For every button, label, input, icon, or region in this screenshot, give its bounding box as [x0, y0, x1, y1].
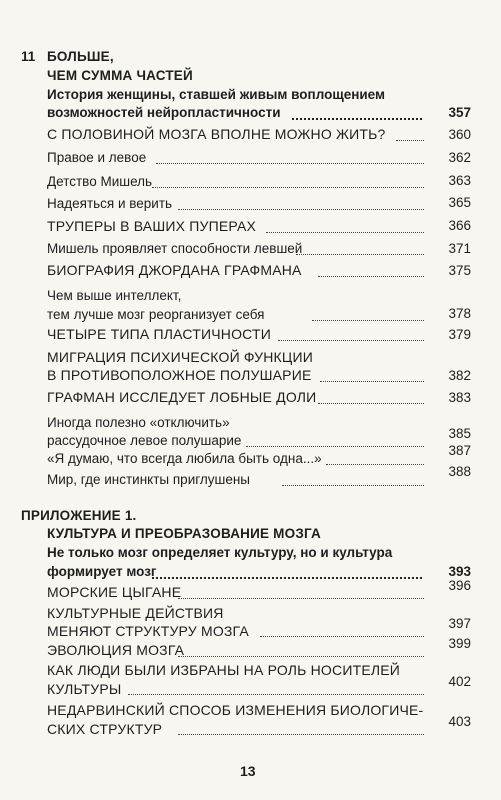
entry-title-line2: тем лучше мозг реорганизует себя	[47, 307, 265, 322]
leader-dots	[128, 693, 424, 695]
entry-title-line2: рассудочное левое полушарие	[47, 433, 242, 448]
appendix-title: КУЛЬТУРА И ПРЕОБРАЗОВАНИЕ МОЗГА	[47, 526, 321, 541]
page-ref: 388	[448, 464, 471, 479]
leader-dots	[178, 597, 424, 599]
entry-title: ГРАФМАН ИССЛЕДУЕТ ЛОБНЫЕ ДОЛИ	[47, 389, 317, 405]
entry-title-line1: Иногда полезно «отключить»	[47, 415, 230, 430]
entry-title: Мишель проявляет способности левшей	[47, 241, 303, 256]
entry-title: Мир, где инстинкты приглушены	[47, 472, 250, 487]
leader-dots	[278, 339, 424, 341]
entry-title-line1: КУЛЬТУРНЫЕ ДЕЙСТВИЯ	[47, 605, 224, 621]
page-ref: 385	[448, 426, 471, 441]
leader-dots	[178, 655, 424, 657]
page-ref: 379	[448, 327, 471, 342]
page-ref: 397	[448, 616, 471, 631]
leader-dots	[152, 186, 424, 188]
entry-title-line2: В ПРОТИВОПОЛОЖНОЕ ПОЛУШАРИЕ	[47, 367, 312, 383]
page-ref: 371	[448, 241, 471, 256]
appendix-label: ПРИЛОЖЕНИЕ 1.	[21, 508, 137, 523]
entry-title-line1: КАК ЛЮДИ БЫЛИ ИЗБРАНЫ НА РОЛЬ НОСИТЕЛЕЙ	[47, 662, 401, 678]
page-ref: 362	[448, 150, 471, 165]
page-ref: 396	[448, 578, 471, 593]
page-ref: 383	[448, 390, 471, 405]
chapter-subtitle-line2: возможностей нейропластичности	[47, 105, 281, 120]
entry-title: Правое и левое	[47, 150, 147, 165]
leader-dots	[312, 319, 424, 321]
appendix-subtitle-line1: Не только мозг определяет культуру, но и культура	[47, 545, 393, 560]
entry-title-line1: НЕДАРВИНСКИЙ СПОСОБ ИЗМЕНЕНИЯ БИОЛОГИЧЕ-	[47, 702, 424, 718]
leader-dots	[266, 231, 424, 233]
page-ref: 402	[448, 674, 471, 689]
leader-dots	[318, 402, 424, 404]
page-ref: 357	[448, 105, 471, 120]
leader-dots	[246, 445, 424, 447]
leader-dots	[178, 733, 424, 735]
leader-dots	[152, 576, 422, 579]
page-ref: 382	[448, 368, 471, 383]
chapter-number: 11	[21, 49, 36, 64]
page-ref: 387	[448, 443, 471, 458]
leader-dots	[156, 162, 424, 164]
appendix-subtitle-line2: формирует мозг	[47, 564, 157, 579]
entry-title: «Я думаю, что всегда любила быть одна...»	[47, 451, 322, 466]
page-ref: 393	[448, 564, 471, 579]
chapter-title-line1: БОЛЬШЕ,	[47, 49, 114, 64]
leader-dots	[296, 253, 424, 255]
page-ref: 365	[448, 195, 471, 210]
page-ref: 366	[448, 218, 471, 233]
entry-title-line2: КУЛЬТУРЫ	[47, 681, 122, 697]
leader-dots	[260, 635, 424, 637]
page-ref: 403	[448, 714, 471, 729]
entry-title: Детство Мишель	[47, 174, 153, 189]
page-ref: 399	[448, 636, 471, 651]
entry-title: БИОГРАФИЯ ДЖОРДАНА ГРАФМАНА	[47, 262, 302, 278]
leader-dots	[282, 484, 424, 486]
chapter-title-line2: ЧЕМ СУММА ЧАСТЕЙ	[47, 68, 193, 83]
leader-dots	[178, 208, 424, 210]
entry-title: Надеяться и верить	[47, 196, 173, 211]
page-number: 13	[240, 763, 256, 779]
page-ref: 375	[448, 263, 471, 278]
entry-title-line2: СКИХ СТРУКТУР	[47, 721, 163, 737]
entry-title: ТРУПЕРЫ В ВАШИХ ПУПЕРАХ	[47, 218, 257, 234]
leader-dots	[292, 117, 422, 120]
leader-dots	[320, 380, 424, 382]
page-ref: 363	[448, 173, 471, 188]
chapter-subtitle-line1: История женщины, ставшей живым воплощением	[47, 87, 386, 102]
entry-title: МОРСКИЕ ЦЫГАНЕ	[47, 584, 182, 600]
leader-dots	[396, 139, 424, 141]
entry-title: С ПОЛОВИНОЙ МОЗГА ВПОЛНЕ МОЖНО ЖИТЬ?	[47, 126, 386, 142]
entry-title: ЧЕТЫРЕ ТИПА ПЛАСТИЧНОСТИ	[47, 326, 272, 342]
entry-title-line2: МЕНЯЮТ СТРУКТУРУ МОЗГА	[47, 623, 249, 639]
leader-dots	[326, 463, 424, 465]
leader-dots	[318, 275, 424, 277]
entry-title-line1: МИГРАЦИЯ ПСИХИЧЕСКОЙ ФУНКЦИИ	[47, 349, 313, 365]
page-ref: 378	[448, 306, 471, 321]
page-ref: 360	[448, 127, 471, 142]
entry-title-line1: Чем выше интеллект,	[47, 288, 182, 303]
entry-title: ЭВОЛЮЦИЯ МОЗГА	[47, 642, 185, 658]
